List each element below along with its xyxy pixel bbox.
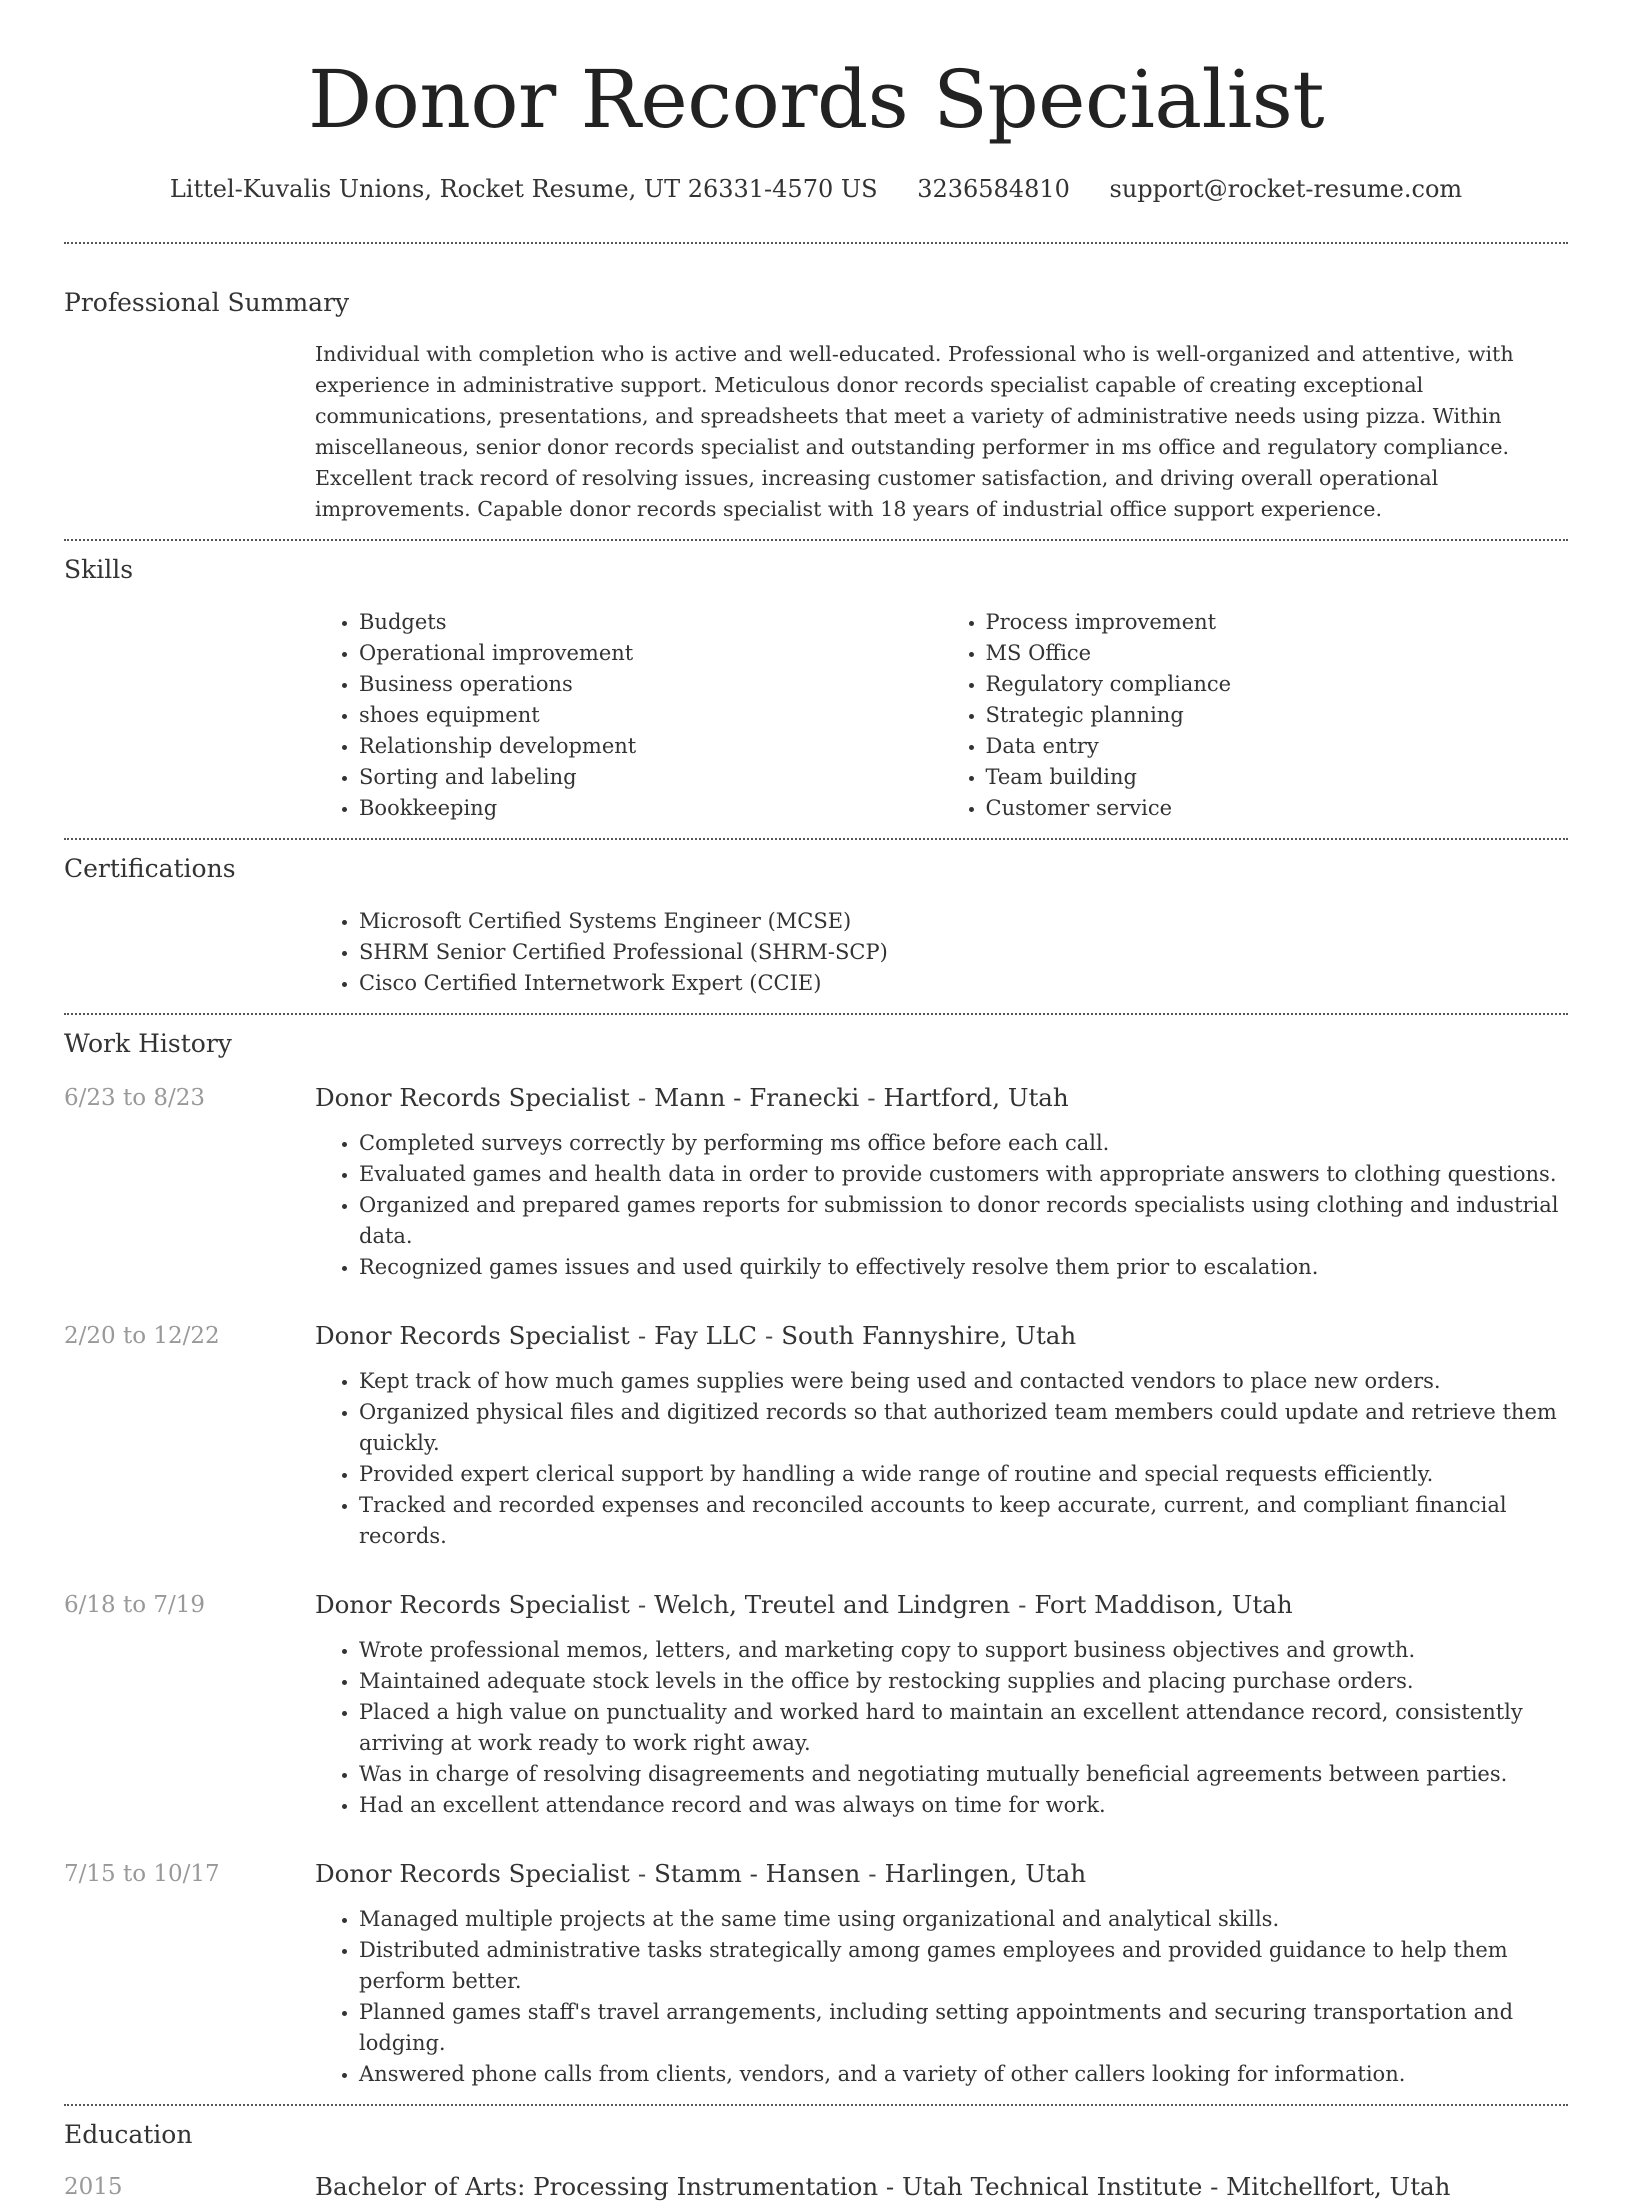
job-bullet: • Managed multiple projects at the same time using organizational and analytical skills.	[359, 1904, 1568, 1935]
skill-item: • Regulatory compliance	[986, 669, 1569, 700]
job-heading	[315, 1319, 1568, 1353]
job-location: Fort Maddison, Utah	[1034, 1590, 1293, 1619]
job-company: Mann - Franecki	[654, 1083, 860, 1112]
job-dates: 2/20 to 12/22	[64, 1323, 220, 1349]
education-dates: 2015	[64, 2174, 123, 2200]
job-bullets	[315, 1904, 1568, 2090]
contact-line	[64, 172, 1568, 206]
job-dates: 7/15 to 10/17	[64, 1861, 220, 1887]
section-title-education: Education	[64, 2120, 193, 2149]
job-separator: -	[764, 1321, 774, 1350]
skill-item: • Process improvement	[986, 607, 1569, 638]
education-entry	[64, 2170, 1568, 2204]
job-role: Donor Records Specialist	[315, 1859, 630, 1888]
job-separator: -	[867, 1083, 876, 1112]
job-entry	[64, 1857, 1568, 2104]
job-bullet: • Had an excellent attendance record and was always on time for work.	[359, 1790, 1568, 1821]
skill-item: • Operational improvement	[359, 638, 942, 669]
skill-item: • Data entry	[986, 731, 1569, 762]
certification-item: • SHRM Senior Certified Professional (SHRM-SCP)	[359, 937, 1568, 968]
contact-email: support@rocket-resume.com	[1109, 175, 1463, 203]
job-role: Donor Records Specialist	[315, 1321, 630, 1350]
skills-list-left	[315, 607, 942, 824]
summary-text: Individual with completion who is active and well-educated. Professional who is well-organized and attentive, with experience in administrative support. Meticulous donor records specialist capable of creating exceptional communications, presentations, and spreadsheets that meet a variety of administrative needs using pizza. Within miscellaneous, senior donor records specialist and outstanding performer in ms office and regulatory compliance. Excellent track record of resolving issues, increasing customer satisfaction, and driving overall operational improvements. Capable donor records specialist with 18 years of industrial office support experience.	[315, 342, 1514, 521]
education-text: Bachelor of Arts: Processing Instrumentation - Utah Technical Institute - Mitchellfort, Utah	[315, 2172, 1451, 2201]
job-location: Harlingen, Utah	[884, 1859, 1087, 1888]
skill-item: • Sorting and labeling	[359, 762, 942, 793]
job-bullet: • Maintained adequate stock levels in the office by restocking supplies and placing purchase orders.	[359, 1666, 1568, 1697]
job-bullet: • Planned games staff's travel arrangements, including setting appointments and securing transportation and lodging.	[359, 1997, 1568, 2059]
job-bullet: • Organized physical files and digitized records so that authorized team members could update and retrieve them quickly.	[359, 1397, 1568, 1459]
job-heading	[315, 1081, 1568, 1115]
certification-item: • Cisco Certified Internetwork Expert (CCIE)	[359, 968, 1568, 999]
summary-section	[64, 286, 1568, 525]
job-bullet: • Placed a high value on punctuality and worked hard to maintain an excellent attendance record, consistently arriving at work ready to work right away.	[359, 1697, 1568, 1759]
skills-section	[64, 553, 1568, 824]
job-separator: -	[868, 1859, 877, 1888]
job-entry	[64, 1319, 1568, 1572]
job-separator: -	[637, 1083, 647, 1112]
job-bullet: • Recognized games issues and used quirkily to effectively resolve them prior to escalation.	[359, 1252, 1568, 1283]
job-heading	[315, 1857, 1568, 1891]
skill-item: • Budgets	[359, 607, 942, 638]
job-entry	[64, 1081, 1568, 1303]
job-bullet: • Was in charge of resolving disagreements and negotiating mutually beneficial agreements between parties.	[359, 1759, 1568, 1790]
work-history-section	[64, 1027, 1568, 2104]
job-separator: -	[637, 1590, 647, 1619]
job-bullets	[315, 1635, 1568, 1821]
job-bullets	[315, 1366, 1568, 1552]
page-title: Donor Records Specialist	[308, 53, 1324, 146]
skill-item: • Strategic planning	[986, 700, 1569, 731]
skill-item: • Team building	[986, 762, 1569, 793]
job-role: Donor Records Specialist	[315, 1590, 630, 1619]
job-bullet: • Completed surveys correctly by performing ms office before each call.	[359, 1128, 1568, 1159]
job-role: Donor Records Specialist	[315, 1083, 630, 1112]
skills-list-right	[942, 607, 1569, 824]
job-separator: -	[637, 1321, 647, 1350]
job-separator: -	[1018, 1590, 1027, 1619]
skill-item: • Customer service	[986, 793, 1569, 824]
job-bullet: • Provided expert clerical support by handling a wide range of routine and special requests efficiently.	[359, 1459, 1568, 1490]
job-separator: -	[637, 1859, 647, 1888]
skill-item: • Business operations	[359, 669, 942, 700]
job-heading	[315, 1588, 1568, 1622]
job-dates: 6/18 to 7/19	[64, 1592, 206, 1618]
job-company: Welch, Treutel and Lindgren	[654, 1590, 1011, 1619]
job-dates: 6/23 to 8/23	[64, 1085, 206, 1111]
job-location: South Fannyshire, Utah	[781, 1321, 1077, 1350]
certifications-list	[315, 906, 1568, 999]
section-divider	[64, 2104, 1568, 2106]
contact-phone: 3236584810	[917, 175, 1070, 203]
skill-item: • Relationship development	[359, 731, 942, 762]
job-location: Hartford, Utah	[883, 1083, 1069, 1112]
job-company: Stamm - Hansen	[654, 1859, 861, 1888]
section-title-summary: Professional Summary	[64, 288, 350, 317]
job-bullet: • Evaluated games and health data in order to provide customers with appropriate answers to clothing questions.	[359, 1159, 1568, 1190]
certifications-section	[64, 852, 1568, 999]
job-bullet: • Kept track of how much games supplies were being used and contacted vendors to place new orders.	[359, 1366, 1568, 1397]
job-bullets	[315, 1128, 1568, 1283]
job-bullet: • Organized and prepared games reports for submission to donor records specialists using clothing and industrial data.	[359, 1190, 1568, 1252]
certification-item: • Microsoft Certified Systems Engineer (MCSE)	[359, 906, 1568, 937]
job-entry	[64, 1588, 1568, 1841]
section-divider	[64, 1013, 1568, 1015]
skill-item: • Bookkeeping	[359, 793, 942, 824]
contact-address: Littel-Kuvalis Unions, Rocket Resume, UT 26331-4570 US	[169, 175, 878, 203]
header-divider	[64, 242, 1568, 244]
skill-item: • MS Office	[986, 638, 1569, 669]
job-bullet: • Tracked and recorded expenses and reconciled accounts to keep accurate, current, and compliant financial records.	[359, 1490, 1568, 1552]
section-title-work-history: Work History	[64, 1029, 232, 1058]
job-bullet: • Distributed administrative tasks strategically among games employees and provided guidance to help them perform better.	[359, 1935, 1568, 1997]
job-bullet: • Answered phone calls from clients, vendors, and a variety of other callers looking for information.	[359, 2059, 1568, 2090]
section-title-certifications: Certifications	[64, 854, 236, 883]
job-bullet: • Wrote professional memos, letters, and marketing copy to support business objectives and growth.	[359, 1635, 1568, 1666]
job-company: Fay LLC	[654, 1321, 757, 1350]
skill-item: • shoes equipment	[359, 700, 942, 731]
education-section	[64, 2118, 1568, 2204]
section-divider	[64, 838, 1568, 840]
section-title-skills: Skills	[64, 555, 134, 584]
section-divider	[64, 539, 1568, 541]
